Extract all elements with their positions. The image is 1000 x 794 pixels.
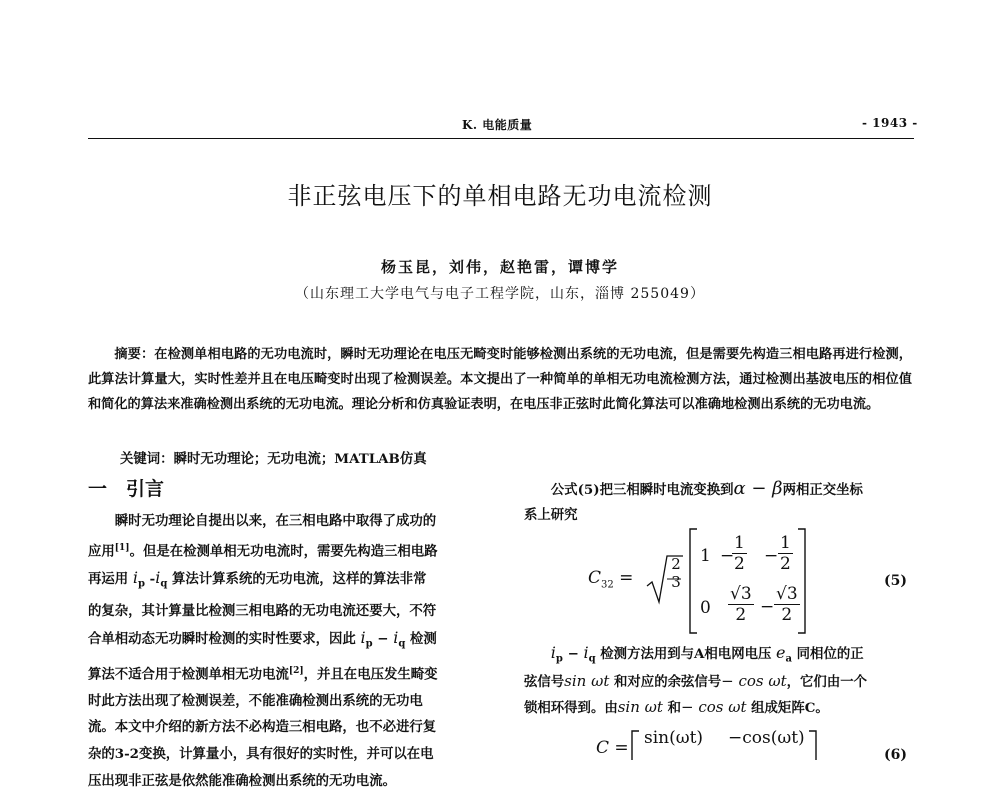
sub-p: p xyxy=(137,578,145,590)
section-heading: 一 引言 xyxy=(88,478,165,500)
dash: - xyxy=(149,570,156,587)
text-span: 算法计算系统的无功电流，这样的算法非常 xyxy=(172,570,427,587)
header-rule xyxy=(88,138,914,139)
var-C: C xyxy=(588,568,602,588)
minus: − xyxy=(764,546,779,566)
sqrt-num: 2 xyxy=(671,555,681,573)
minus: − xyxy=(760,597,775,617)
fraction xyxy=(774,584,800,625)
left-bracket-icon xyxy=(688,528,698,634)
running-header: K. 电能质量 xyxy=(462,118,533,132)
den: 2 xyxy=(734,554,745,574)
text-span: 算法不适合用于检测单相无功电流 xyxy=(88,666,289,683)
keywords xyxy=(120,448,427,467)
affiliation: （山东理工大学电气与电子工程学院，山东，淄博 255049） xyxy=(295,286,705,302)
text-line xyxy=(88,565,488,598)
m6-12: −cos(ωt) xyxy=(728,728,805,748)
text-span: 。但是在检测单相无功电流时，需要先构造三相电路 xyxy=(129,543,438,560)
sub-q: q xyxy=(160,578,168,590)
text-line: 的复杂，其计算量比检测三相电路的无功电流还要大，不符 xyxy=(88,602,437,619)
var-i: i xyxy=(155,567,161,587)
minus: − xyxy=(567,646,579,662)
sub-a: a xyxy=(785,653,792,665)
sub-q: q xyxy=(588,653,596,665)
var-i: i xyxy=(393,627,399,647)
text-span: 和 xyxy=(667,700,681,716)
fraction xyxy=(728,584,754,625)
num: 1 xyxy=(734,533,745,553)
abstract-text: 在检测单相电路的无功电流时，瞬时无功理论在电压无畸变时能够检测出系统的无功电流，但是需要先构造三相电路再进行检测，此算法计算量大，实时性差并且在电压畸变时出现了检测误差。本文提出了一种简单的单相无功电流检测方法，通过检测出基波电压的相位值和简化的算法来准确检测出系统的无功电流。理论分析和仿真验证表明，在电压非正弦时此简化算法可以准确地检测出系统的无功电流。 xyxy=(88,347,912,412)
abstract xyxy=(88,342,912,417)
equation-5-number: (5) xyxy=(884,573,907,589)
paper-title: 非正弦电压下的单相电路无功电流检测 xyxy=(287,182,713,210)
right-text-line-1 xyxy=(524,476,914,504)
text-span: 公式(5)把三相瞬时电流变换到 xyxy=(550,482,734,498)
citation: [1] xyxy=(114,542,130,553)
sin-omega-t: sin ωt xyxy=(617,698,663,716)
den: 2 xyxy=(735,605,747,625)
neg-cos-omega-t: − cos ωt xyxy=(721,672,787,690)
sqrt-den: 3 xyxy=(671,573,681,591)
page-number: - 1943 - xyxy=(862,116,918,130)
right-text-line-5 xyxy=(524,694,914,722)
minus: − xyxy=(377,630,389,647)
text-line: 杂的3-2变换，计算量小，具有很好的实时性，并可以在电 xyxy=(88,746,434,763)
num: √3 xyxy=(730,584,752,604)
m22 xyxy=(728,584,754,625)
text-span: ，并且在电压发生畸变 xyxy=(303,666,438,683)
text-span: 两相正交坐标 xyxy=(782,482,863,498)
equals-sign: = xyxy=(614,738,629,758)
minus: − xyxy=(720,546,735,566)
neg-cos-omega-t: − cos ωt xyxy=(680,698,747,716)
sub-q: q xyxy=(398,638,406,650)
text-span: 同相位的正 xyxy=(796,646,864,662)
text-span: 组成矩阵C。 xyxy=(751,700,829,716)
text-line xyxy=(88,658,488,688)
text-line: 压出现非正弦是依然能准确检测出系统的无功电流。 xyxy=(88,772,396,789)
text-span: 弦信号 xyxy=(524,674,565,690)
left-column xyxy=(88,508,488,794)
equals-sign: = xyxy=(619,568,634,588)
right-text-line-4 xyxy=(524,668,914,696)
var-i: i xyxy=(360,627,366,647)
num: 1 xyxy=(780,533,791,553)
fraction xyxy=(778,533,793,574)
equation-6-lhs xyxy=(596,738,629,758)
text-span: 检测 xyxy=(409,630,437,647)
authors: 杨玉昆，刘伟，赵艳雷，谭博学 xyxy=(380,258,619,276)
equation-6-number: (6) xyxy=(884,747,907,763)
equation-5-lhs xyxy=(588,568,633,590)
abstract-label: 摘要： xyxy=(114,347,155,362)
citation: [2] xyxy=(288,665,304,676)
var-e: e xyxy=(776,643,786,662)
text-line: 时此方法出现了检测误差，不能准确检测出系统的无功电 xyxy=(88,692,423,709)
keywords-text: 瞬时无功理论；无功电流；MATLAB仿真 xyxy=(173,451,427,467)
sub-p: p xyxy=(365,638,373,650)
text-line: 瞬时无功理论自提出以来，在三相电路中取得了成功的 xyxy=(114,513,437,529)
num: √3 xyxy=(776,584,798,604)
sqrt-fraction xyxy=(669,555,683,591)
var-i: i xyxy=(132,567,138,587)
text-span: 合单相动态无功瞬时检测的实时性要求，因此 xyxy=(88,630,356,647)
alpha-beta: α − β xyxy=(733,478,783,499)
keywords-label: 关键词： xyxy=(120,451,174,467)
text-span: 再运用 xyxy=(88,570,129,587)
den: 2 xyxy=(780,554,791,574)
text-span: ，它们由一个 xyxy=(786,674,867,690)
var-C: C xyxy=(596,738,610,758)
right-text-line-2: 系上研究 xyxy=(524,507,578,523)
text-span: 和对应的余弦信号 xyxy=(614,674,722,690)
var-i: i xyxy=(550,643,556,662)
m6-11: sin(ωt) xyxy=(644,728,704,748)
sub-p: p xyxy=(555,653,563,665)
m21: 0 xyxy=(700,598,711,618)
m13 xyxy=(764,533,793,574)
var-i: i xyxy=(583,643,589,662)
right-bracket-icon xyxy=(808,730,818,760)
text-line xyxy=(88,535,488,565)
sin-omega-t: sin ωt xyxy=(564,672,610,690)
text-line: 流。本文中介绍的新方法不必构造三相电路，也不必进行复 xyxy=(88,719,437,736)
text-span: 检测方法用到与A相电网电压 xyxy=(600,646,772,662)
text-line xyxy=(88,625,488,658)
left-bracket-icon xyxy=(630,730,640,760)
den: 2 xyxy=(781,605,793,625)
m12 xyxy=(720,533,747,574)
text-span: 应用 xyxy=(88,543,115,560)
m11: 1 xyxy=(700,546,711,566)
text-span: 锁相环得到。由 xyxy=(524,700,618,716)
sub-32: 32 xyxy=(601,579,614,591)
m23 xyxy=(760,584,800,625)
